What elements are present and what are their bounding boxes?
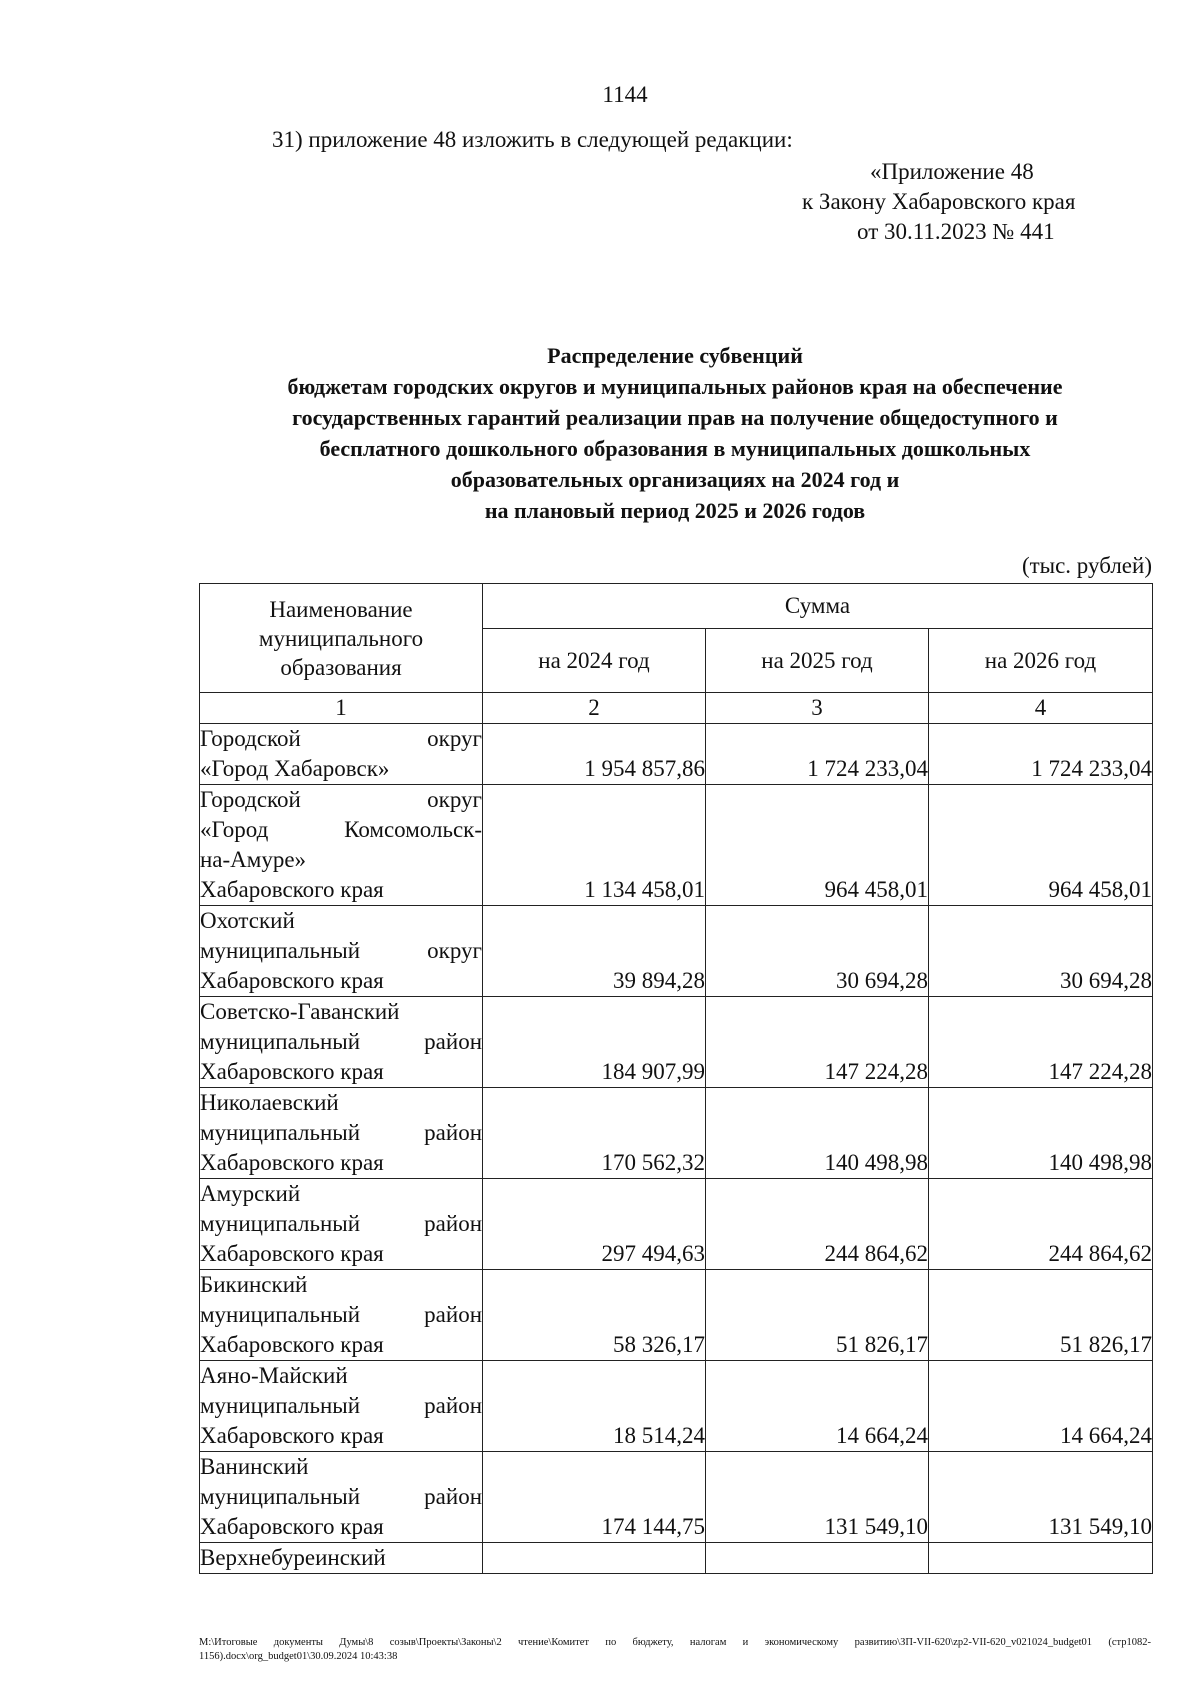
amount-2025: 51 826,17 (706, 1270, 929, 1361)
header-municipality-line: образования (280, 654, 402, 680)
name-line: «Город Хабаровск» (200, 756, 390, 781)
table-row (200, 997, 1153, 1088)
amount-2026: 244 864,62 (929, 1179, 1153, 1270)
name-line: муниципальный район (200, 1029, 482, 1054)
name-line: Хабаровского края (200, 877, 384, 902)
attachment-date: от 30.11.2023 № 441 (857, 219, 1055, 244)
column-number: 2 (483, 693, 706, 724)
table-row (200, 785, 1153, 906)
name-line: на-Амуре» (200, 847, 307, 872)
header-year-2025: на 2025 год (706, 629, 929, 693)
name-line: «Город Комсомольск- (200, 817, 482, 842)
units-label: (тыс. рублей) (1021, 553, 1152, 578)
amount-2024: 174 144,75 (483, 1452, 706, 1543)
table-row (200, 1088, 1153, 1179)
amount-2024: 18 514,24 (483, 1361, 706, 1452)
name-line: Николаевский (200, 1090, 339, 1115)
municipality-name (200, 1179, 483, 1270)
attachment-reference (740, 157, 1160, 247)
amount-2026: 140 498,98 (929, 1088, 1153, 1179)
attachment-title: «Приложение 48 (870, 159, 1034, 184)
amount-2024: 39 894,28 (483, 906, 706, 997)
title-line: на плановый период 2025 и 2026 годов (484, 498, 866, 523)
page-number: 1144 (602, 82, 648, 107)
name-line: Городской округ (200, 787, 482, 812)
file-path-footer: М:\Итоговые документы Думы\8 созыв\Проекты\Законы\2 чтение\Комитет по бюджету, налогам и экономическому развитию\ЗП-VII-620\zp2-VII-620_v021024_budget01 (стр1082-1156).docx\org_budget01\30.09.2024 10:43:38 (199, 1637, 1151, 1662)
amount-2026: 1 724 233,04 (929, 724, 1153, 785)
column-number: 3 (706, 693, 929, 724)
title-line: образовательных организациях на 2024 год и (450, 467, 900, 492)
municipality-name (200, 1270, 483, 1361)
header-year-2026: на 2026 год (929, 629, 1153, 693)
name-line: Хабаровского края (200, 1514, 384, 1539)
amount-2026: 147 224,28 (929, 997, 1153, 1088)
amount-2026: 14 664,24 (929, 1361, 1153, 1452)
table-row (200, 1179, 1153, 1270)
amount-2024: 170 562,32 (483, 1088, 706, 1179)
municipality-name (200, 724, 483, 785)
amount-2025: 244 864,62 (706, 1179, 929, 1270)
municipality-name (200, 1361, 483, 1452)
name-line: Бикинский (200, 1272, 308, 1297)
amount-2024: 1 954 857,86 (483, 724, 706, 785)
name-line: Хабаровского края (200, 968, 384, 993)
name-line: Советско-Гаванский (200, 999, 400, 1024)
table-row (200, 1270, 1153, 1361)
name-line: муниципальный район (200, 1302, 482, 1327)
header-sum: Сумма (483, 584, 1153, 629)
table-row (200, 724, 1153, 785)
name-line: Охотский (200, 908, 295, 933)
amount-2024: 297 494,63 (483, 1179, 706, 1270)
attachment-law: к Закону Хабаровского края (802, 189, 1076, 214)
municipality-name (200, 785, 483, 906)
name-line: муниципальный район (200, 1211, 482, 1236)
name-line: Амурский (200, 1181, 301, 1206)
title-line: бесплатного дошкольного образования в муниципальных дошкольных (319, 436, 1031, 461)
amount-2026 (929, 1543, 1153, 1574)
name-line: Хабаровского края (200, 1059, 384, 1084)
amount-2025: 140 498,98 (706, 1088, 929, 1179)
table-row (200, 906, 1153, 997)
header-municipality-line: Наименование (269, 596, 413, 622)
amount-2025: 147 224,28 (706, 997, 929, 1088)
name-line: муниципальный округ (200, 938, 482, 963)
amount-2025 (706, 1543, 929, 1574)
document-title (180, 340, 1170, 526)
name-line: Хабаровского края (200, 1150, 384, 1175)
amount-2026: 131 549,10 (929, 1452, 1153, 1543)
amount-2025: 14 664,24 (706, 1361, 929, 1452)
name-line: муниципальный район (200, 1120, 482, 1145)
amount-2025: 1 724 233,04 (706, 724, 929, 785)
subvention-table (199, 583, 1153, 1574)
amount-2026: 964 458,01 (929, 785, 1153, 906)
name-line: Хабаровского края (200, 1423, 384, 1448)
amount-2025: 964 458,01 (706, 785, 929, 906)
title-line: государственных гарантий реализации прав на получение общедоступного и (292, 405, 1058, 430)
header-year-2024: на 2024 год (483, 629, 706, 693)
column-number: 1 (200, 693, 483, 724)
amount-2024: 184 907,99 (483, 997, 706, 1088)
title-line: Распределение субвенций (547, 343, 803, 368)
amount-2025: 30 694,28 (706, 906, 929, 997)
name-line: муниципальный район (200, 1393, 482, 1418)
name-line: Ванинский (200, 1454, 309, 1479)
municipality-name (200, 997, 483, 1088)
header-municipality (200, 584, 483, 693)
column-number: 4 (929, 693, 1153, 724)
name-line: Аяно-Майский (200, 1363, 348, 1388)
amount-2026: 30 694,28 (929, 906, 1153, 997)
table-row (200, 1543, 1153, 1574)
municipality-name (200, 906, 483, 997)
table-row (200, 1361, 1153, 1452)
amount-2024: 58 326,17 (483, 1270, 706, 1361)
municipality-name (200, 1452, 483, 1543)
name-line: муниципальный район (200, 1484, 482, 1509)
name-line: Верхнебуреинский (200, 1545, 386, 1570)
header-municipality-line: муниципального (258, 625, 424, 651)
amount-2026: 51 826,17 (929, 1270, 1153, 1361)
municipality-name (200, 1088, 483, 1179)
column-number-row (200, 693, 1153, 724)
name-line: Хабаровского края (200, 1332, 384, 1357)
title-line: бюджетам городских округов и муниципальных районов края на обеспечение (287, 374, 1063, 399)
table-row (200, 1452, 1153, 1543)
amendment-intro: 31) приложение 48 изложить в следующей редакции: (272, 127, 793, 152)
amount-2024 (483, 1543, 706, 1574)
name-line: Хабаровского края (200, 1241, 384, 1266)
municipality-name (200, 1543, 483, 1574)
amount-2024: 1 134 458,01 (483, 785, 706, 906)
amount-2025: 131 549,10 (706, 1452, 929, 1543)
name-line: Городской округ (200, 726, 482, 751)
